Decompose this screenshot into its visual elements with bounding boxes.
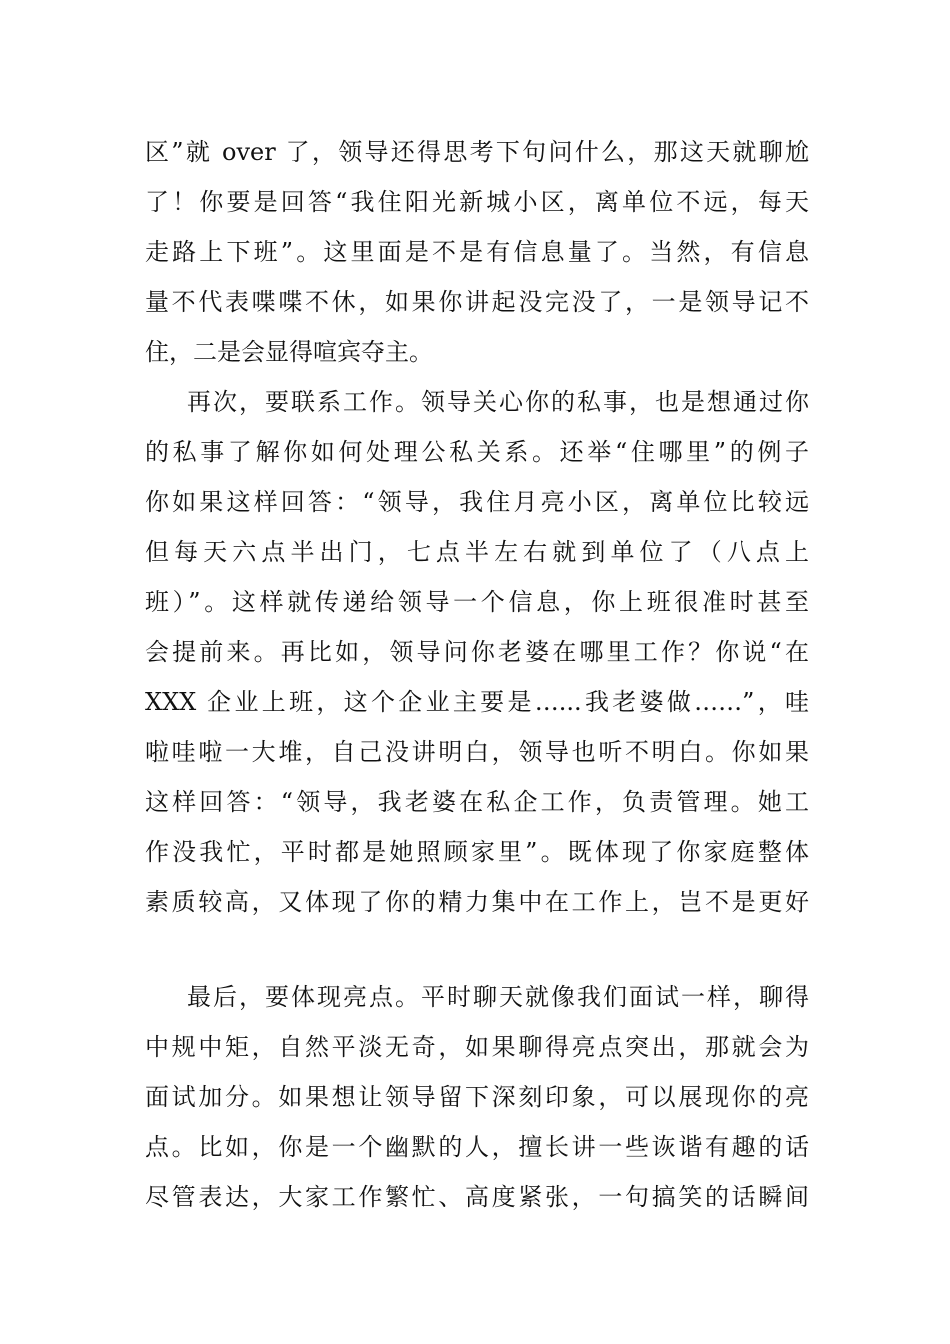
paragraph-line: 尽管表达，大家工作繁忙、高度紧张，一句搞笑的话瞬间 (145, 1183, 809, 1211)
paragraph-line: 素质较高，又体现了你的精力集中在工作上，岂不是更好 (145, 888, 809, 916)
paragraph-line: XXX 企业上班，这个企业主要是…...我老婆做……”，哇 (145, 688, 809, 716)
paragraph-line: 住，二是会显得喧宾夺主。 (145, 338, 433, 366)
paragraph-line: 面试加分。如果想让领导留下深刻印象，可以展现你的亮 (145, 1083, 809, 1111)
paragraph-3 (145, 972, 809, 1222)
paragraph-line: 区”就 over 了，领导还得思考下句问什么，那这天就聊尬 (145, 138, 809, 166)
paragraph-line: 班）”。这样就传递给领导一个信息，你上班很准时甚至 (145, 588, 809, 616)
paragraph-line: 啦哇啦一大堆，自己没讲明白，领导也听不明白。你如果 (145, 738, 809, 766)
paragraph-line: 会提前来。再比如，领导问你老婆在哪里工作？你说“在 (145, 638, 809, 666)
paragraph-line: 最后，要体现亮点。平时聊天就像我们面试一样，聊得 (187, 983, 809, 1011)
paragraph-line: 作没我忙，平时都是她照顾家里”。既体现了你家庭整体 (145, 838, 809, 866)
paragraph-1 (145, 127, 809, 377)
paragraph-line: 这样回答：“领导，我老婆在私企工作，负责管理。她工 (145, 788, 809, 816)
paragraph-line: 点。比如，你是一个幽默的人，擅长讲一些诙谐有趣的话 (145, 1133, 809, 1161)
paragraph-line: 的私事了解你如何处理公私关系。还举“住哪里”的例子 (145, 438, 809, 466)
paragraph-line: 再次，要联系工作。领导关心你的私事，也是想通过你 (187, 388, 809, 416)
paragraph-line: 了！你要是回答“我住阳光新城小区，离单位不远，每天 (145, 188, 809, 216)
paragraph-line: 量不代表喋喋不休，如果你讲起没完没了，一是领导记不 (145, 288, 809, 316)
paragraph-2 (145, 377, 809, 927)
paragraph-line: 但每天六点半出门，七点半左右就到单位了（八点上 (145, 538, 809, 566)
paragraph-line: 你如果这样回答：“领导，我住月亮小区，离单位比较远 (145, 488, 809, 516)
paragraph-line: 中规中矩，自然平淡无奇，如果聊得亮点突出，那就会为 (145, 1033, 809, 1061)
paragraph-line: 走路上下班”。这里面是不是有信息量了。当然，有信息 (145, 238, 809, 266)
